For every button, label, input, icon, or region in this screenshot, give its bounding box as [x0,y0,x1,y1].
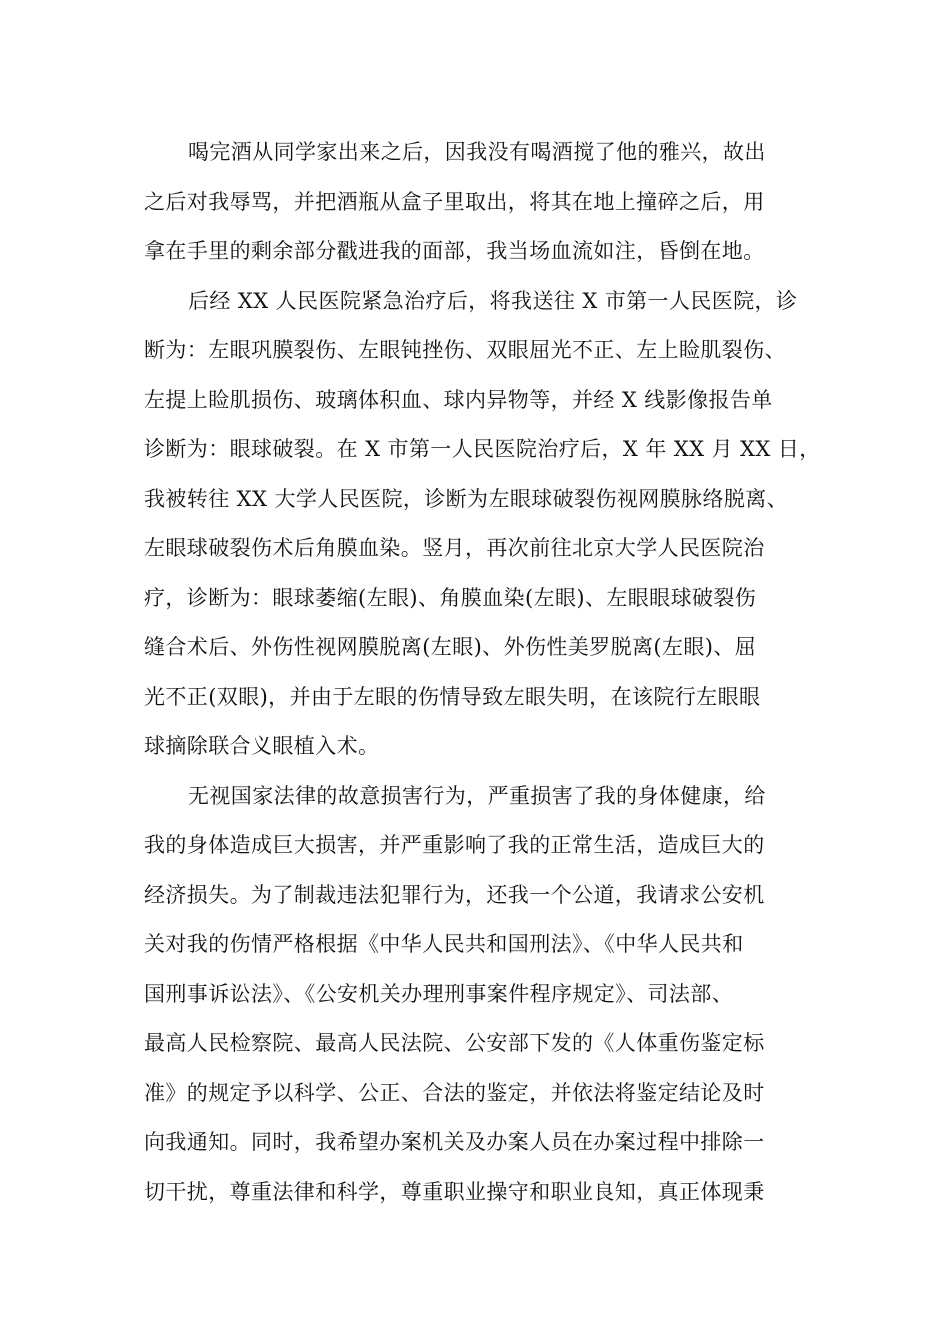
text-line: 我的身体造成巨大损害，并严重影响了我的正常生活，造成巨大的 [144,833,765,857]
text-line: 向我通知。同时，我希望办案机关及办案人员在办案过程中排除一 [144,1130,765,1154]
text-line: 国刑事诉讼法》、《公安机关办理刑事案件程序规定》、司法部、 [144,981,734,1006]
text-line: 经济损失。为了制裁违法犯罪行为，还我一个公道，我请求公安机 [144,882,765,907]
document-body [144,128,821,1217]
text-line: 断为：左眼巩膜裂伤、左眼钝挫伤、双眼屈光不正、左上睑肌裂伤、 [144,338,786,362]
text-line: 后经 XX 人民医院紧急治疗后，将我送往 X 市第一人民医院，诊 [188,288,798,313]
text-line: 我被转往 XX 大学人民医院，诊断为左眼球破裂伤视网膜脉络脱离、 [144,486,789,511]
text-line: 最高人民检察院、最高人民法院、公安部下发的《人体重伤鉴定标 [144,1031,765,1055]
text-line: 之后对我辱骂，并把酒瓶从盒子里取出，将其在地上撞碎之后，用 [144,189,765,214]
text-line: 球摘除联合义眼植入术。 [144,734,380,758]
text-line: 喝完酒从同学家出来之后，因我没有喝酒搅了他的雅兴，故出 [188,140,766,164]
text-line: 关对我的伤情严格根据《中华人民共和国刑法》、《中华人民共和 [144,932,744,956]
text-line: 无视国家法律的故意损害行为，严重损害了我的身体健康，给 [188,783,766,808]
text-line: 左眼球破裂伤术后角膜血染。竖月，再次前往北京大学人民医院治 [144,536,765,560]
text-line: 拿在手里的剩余部分戳进我的面部，我当场血流如注，昏倒在地。 [144,239,765,263]
text-line: 准》的规定予以科学、公正、合法的鉴定，并依法将鉴定结论及时 [144,1080,765,1105]
text-line: 左提上睑肌损伤、玻璃体积血、球内异物等，并经 X 线影像报告单 [144,387,773,412]
text-line: 切干扰，尊重法律和科学，尊重职业操守和职业良知，真正体现秉 [144,1179,765,1204]
text-line: 光不正(双眼)，并由于左眼的伤情导致左眼失明，在该院行左眼眼 [144,684,761,709]
text-line: 诊断为：眼球破裂。在 X 市第一人民医院治疗后，X 年 XX 月 XX 日， [144,437,821,461]
text-line: 缝合术后、外伤性视网膜脱离(左眼)、外伤性美罗脱离(左眼)、屈 [144,635,757,659]
text-line: 疗，诊断为：眼球萎缩(左眼)、角膜血染(左眼)、左眼眼球破裂伤 [144,585,757,610]
